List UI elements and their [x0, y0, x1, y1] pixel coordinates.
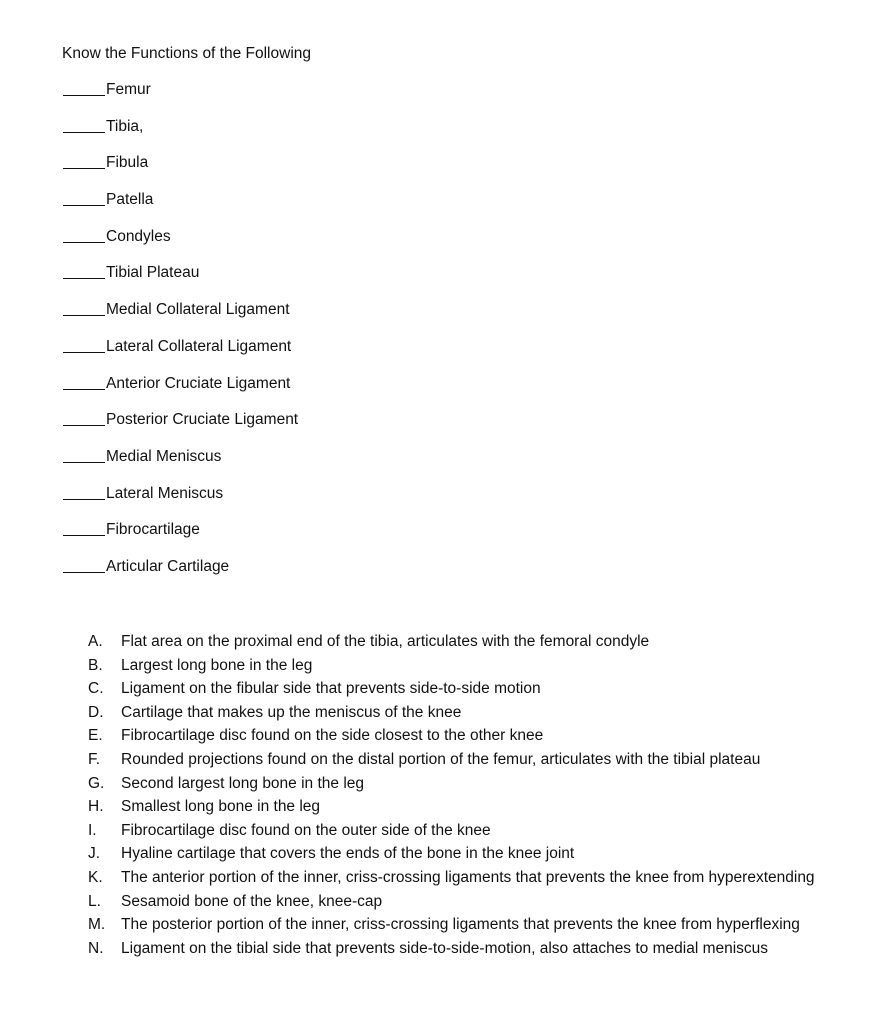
- answer-item: [88, 913, 828, 937]
- answer-text: Fibrocartilage disc found on the side closest to the other knee: [121, 727, 544, 745]
- term-label: Medial Meniscus: [106, 447, 222, 465]
- term-item: [63, 410, 298, 447]
- term-list: [63, 80, 298, 594]
- answer-letter: K.: [88, 868, 103, 886]
- answer-blank[interactable]: [63, 117, 105, 133]
- term-label: Lateral Collateral Ligament: [106, 337, 292, 355]
- answer-blank[interactable]: [63, 557, 105, 573]
- answer-blank[interactable]: [63, 227, 105, 243]
- term-label: Articular Cartilage: [106, 557, 230, 575]
- answer-text: The anterior portion of the inner, criss-crossing ligaments that prevents the knee from hyperextending: [121, 868, 815, 886]
- answer-item: [88, 654, 828, 678]
- term-label: Posterior Cruciate Ligament: [106, 411, 299, 429]
- term-item: [63, 484, 298, 521]
- term-item: [63, 520, 298, 557]
- answer-letter: N.: [88, 939, 104, 957]
- term-item: [63, 263, 298, 300]
- term-item: [63, 447, 298, 484]
- answer-blank[interactable]: [63, 337, 105, 353]
- answer-text: Smallest long bone in the leg: [121, 798, 321, 816]
- answer-blank[interactable]: [63, 410, 105, 426]
- term-label: Condyles: [106, 227, 171, 245]
- term-item: [63, 227, 298, 264]
- answer-item: [88, 630, 828, 654]
- answer-item: [88, 819, 828, 843]
- term-label: Tibial Plateau: [106, 264, 200, 282]
- term-item: [63, 337, 298, 374]
- answer-letter: A.: [88, 633, 103, 650]
- answer-blank[interactable]: [63, 374, 105, 390]
- answer-text: Sesamoid bone of the knee, knee-cap: [121, 892, 383, 910]
- answer-blank[interactable]: [63, 447, 105, 463]
- answer-item: [88, 937, 828, 961]
- answer-letter: C.: [88, 680, 104, 698]
- term-item: [63, 117, 298, 154]
- answer-letter: F.: [88, 750, 101, 768]
- term-label: Patella: [106, 191, 154, 209]
- answer-blank[interactable]: [63, 484, 105, 500]
- term-label: Tibia,: [106, 117, 144, 135]
- answer-item: [88, 842, 828, 866]
- answer-blank[interactable]: [63, 153, 105, 169]
- answer-text: Rounded projections found on the distal portion of the femur, articulates with the tibial plateau: [121, 750, 761, 768]
- answer-letter: G.: [88, 774, 105, 792]
- answer-text: Largest long bone in the leg: [121, 656, 313, 674]
- answer-letter: D.: [88, 703, 104, 721]
- answer-blank[interactable]: [63, 190, 105, 206]
- term-label: Fibula: [106, 154, 149, 172]
- term-label: Anterior Cruciate Ligament: [106, 374, 291, 392]
- term-item: [63, 300, 298, 337]
- term-item: [63, 190, 298, 227]
- answer-text: Flat area on the proximal end of the tibia, articulates with the femoral condyle: [121, 633, 650, 650]
- answer-letter: I.: [88, 821, 97, 839]
- answer-text: Fibrocartilage disc found on the outer side of the knee: [121, 821, 491, 839]
- term-item: [63, 153, 298, 190]
- term-label: Lateral Meniscus: [106, 484, 224, 502]
- answer-item: [88, 724, 828, 748]
- answer-item: [88, 772, 828, 796]
- answer-item: [88, 795, 828, 819]
- answer-text: Cartilage that makes up the meniscus of the knee: [121, 703, 462, 721]
- term-item: [63, 374, 298, 411]
- answer-item: [88, 748, 828, 772]
- answer-letter: B.: [88, 656, 103, 674]
- answer-blank[interactable]: [63, 520, 105, 536]
- answer-letter: L.: [88, 892, 101, 910]
- term-label: Fibrocartilage: [106, 521, 200, 539]
- term-item: [63, 80, 298, 117]
- answer-letter: J.: [88, 845, 101, 863]
- term-label: Medial Collateral Ligament: [106, 301, 290, 319]
- answer-text: Hyaline cartilage that covers the ends of the bone in the knee joint: [121, 845, 575, 863]
- answer-text: Ligament on the fibular side that prevents side-to-side motion: [121, 680, 541, 698]
- answer-letter: H.: [88, 798, 104, 816]
- answer-letter: E.: [88, 727, 103, 745]
- answer-key-list: [88, 630, 828, 960]
- term-item: [63, 557, 298, 594]
- answer-blank[interactable]: [63, 263, 105, 279]
- answer-text: Ligament on the tibial side that prevents side-to-side-motion, also attaches to medial meniscus: [121, 939, 769, 957]
- answer-letter: M.: [88, 916, 106, 934]
- page-title: Know the Functions of the Following: [62, 45, 311, 62]
- answer-item: [88, 866, 828, 890]
- answer-item: [88, 701, 828, 725]
- answer-text: Second largest long bone in the leg: [121, 774, 365, 792]
- term-label: Femur: [106, 81, 151, 98]
- answer-item: [88, 890, 828, 914]
- answer-blank[interactable]: [63, 80, 105, 96]
- answer-item: [88, 677, 828, 701]
- answer-text: The posterior portion of the inner, criss-crossing ligaments that prevents the knee from hyperflexing: [121, 916, 800, 934]
- answer-blank[interactable]: [63, 300, 105, 316]
